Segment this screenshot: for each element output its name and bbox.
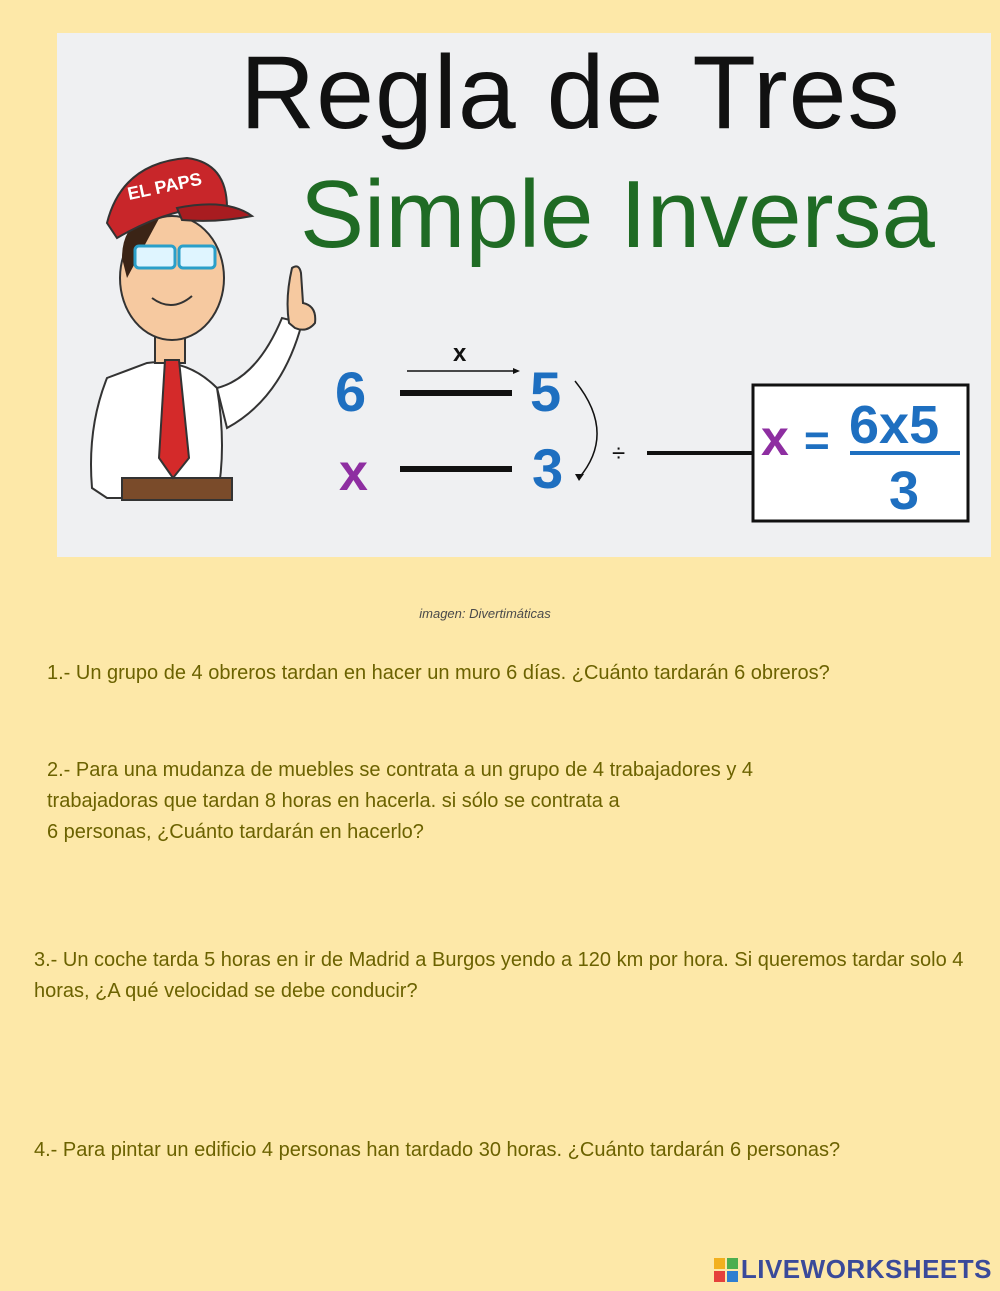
question-3: 3.- Un coche tarda 5 horas en ir de Madrid a Burgos yendo a 120 km por hora. Si queremos tardar solo 4 horas, ¿A qué velocidad se debe conducir? [34,949,964,1002]
question-1: 1.- Un grupo de 4 obreros tardan en hacer un muro 6 días. ¿Cuánto tardarán 6 obreros? [47,662,830,684]
image-credit: imagen: Divertimáticas [419,606,551,621]
arrow-label: x [453,340,467,367]
brand-name: LIVEWORKSHEETS [740,1254,992,1284]
question-4: 4.- Para pintar un edificio 4 personas han tardado 30 horas. ¿Cuánto tardarán 6 personas? [34,1139,841,1161]
teacher-illustration [67,128,317,548]
top-left-value: 6 [335,360,367,423]
title-banner [57,33,991,557]
cap-label: EL PAPS [125,168,204,204]
bottom-left-variable: x [339,444,368,502]
result-denominator: 3 [889,461,920,521]
rule-of-three-formula [317,333,977,543]
liveworksheets-logo[interactable] [714,1254,992,1285]
liveworksheets-icon [714,1258,738,1282]
result-numerator: 6x5 [849,395,940,455]
result-equals: = [804,416,830,465]
divide-symbol: ÷ [612,440,626,467]
title-line-2: Simple Inversa [300,161,935,268]
result-variable: x [761,410,789,466]
bottom-right-value: 3 [532,437,564,500]
title-line-1: Regla de Tres [240,35,901,151]
top-right-value: 5 [530,360,562,423]
question-2: 2.- Para una mudanza de muebles se contrata a un grupo de 4 trabajadores y 4 trabajadoras que tardan 8 horas en hacerla. si sólo se contrata a 6 personas, ¿Cuánto tardarán en hacerlo? [47,759,754,843]
